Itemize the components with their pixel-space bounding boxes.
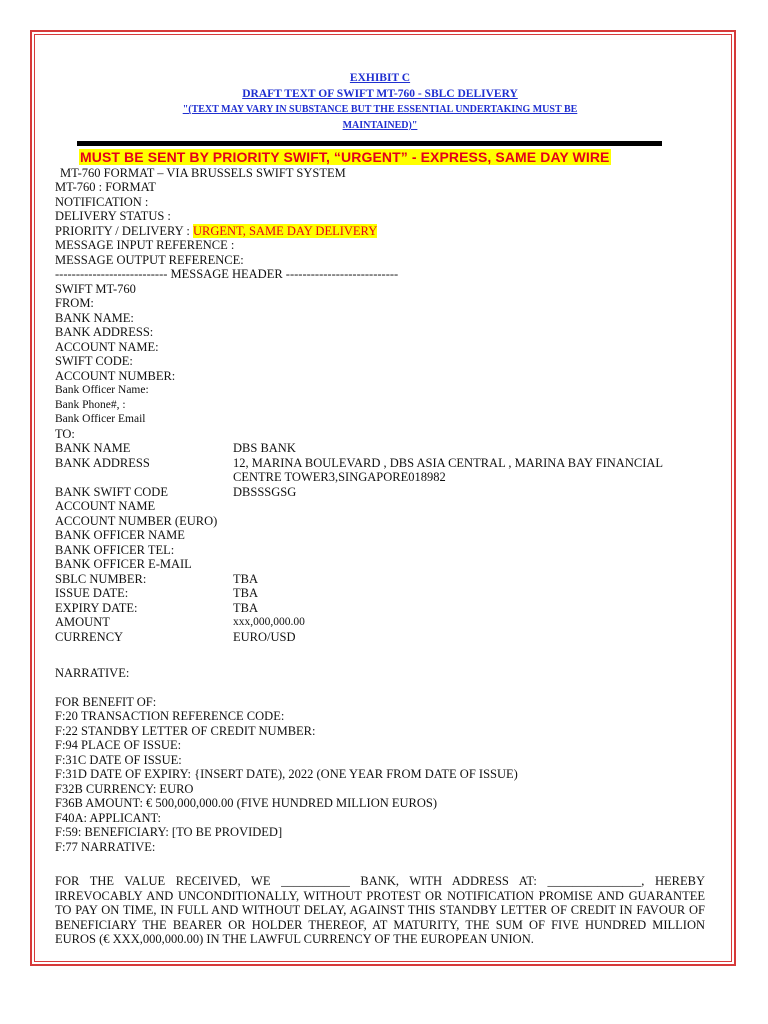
- field-key: BANK OFFICER TEL:: [55, 542, 175, 557]
- text-line: Bank Officer Name:: [55, 384, 149, 396]
- field-value: TBA: [233, 586, 258, 600]
- swift-fields: [55, 695, 705, 855]
- field-key: BANK ADDRESS: [55, 455, 150, 470]
- text-line: SWIFT CODE:: [55, 354, 133, 368]
- undertaking-paragraph: FOR THE VALUE RECEIVED, WE ___________ BANK, WITH ADDRESS AT: _______________, HEREBY IRREVOCABLY AND UNCONDITIONALLY, WITHOUT PROTEST OR NOTIFICATION PROMISE AND GUARANTEE TO PAY ON TIME, IN FULL AND WITHOUT DELAY, AGAINST THIS STANDBY LETTER OF CREDIT IN FAVOUR OF BENEFICIARY THE BEARER OR HOLDER THEREOF, AT MATURITY, THE SUM OF FIVE HUNDRED MILLION EUROS (€ XXX,000,000.00) IN THE LAWFUL CURRENCY OF THE EUROPEAN UNION.: [55, 874, 705, 946]
- to-fields: [55, 441, 705, 644]
- field-key: BANK OFFICER NAME: [55, 528, 185, 542]
- text-line: NOTIFICATION :: [55, 194, 149, 209]
- field-row: [55, 543, 705, 558]
- swift-field: F40A: APPLICANT:: [55, 810, 161, 825]
- field-row: [55, 485, 705, 500]
- field-row: [55, 586, 705, 601]
- field-value: TBA: [233, 571, 258, 586]
- message-header: --------------------------- MESSAGE HEADER ---------------------------: [55, 267, 399, 281]
- swift-field: F:59: BENEFICIARY: [TO BE PROVIDED]: [55, 825, 283, 839]
- header-block: [55, 70, 705, 133]
- text-line: MESSAGE OUTPUT REFERENCE:: [55, 252, 244, 267]
- text-line: SWIFT MT-760: [55, 281, 136, 296]
- field-row: [55, 615, 705, 630]
- subtitle-line-2: MAINTAINED)": [342, 120, 418, 131]
- field-row: [55, 456, 705, 485]
- field-row: [55, 528, 705, 543]
- document-body: [55, 70, 705, 947]
- field-value: [233, 543, 705, 558]
- swift-field: F32B CURRENCY: EURO: [55, 781, 194, 796]
- divider-rule: [77, 141, 662, 146]
- text-line: ACCOUNT NAME:: [55, 339, 159, 354]
- priority-label: PRIORITY / DELIVERY :: [55, 223, 193, 238]
- text-line: ACCOUNT NUMBER:: [55, 368, 176, 383]
- field-row: [55, 441, 705, 456]
- field-key: AMOUNT: [55, 615, 110, 629]
- field-value: xxx,000,000.00: [233, 616, 305, 628]
- text-line: FROM:: [55, 296, 94, 310]
- field-row: [55, 514, 705, 529]
- field-value: [233, 557, 705, 572]
- swift-field: F:20 TRANSACTION REFERENCE CODE:: [55, 709, 285, 723]
- exhibit-title: EXHIBIT C: [349, 72, 411, 84]
- urgent-banner: MUST BE SENT BY PRIORITY SWIFT, “URGENT” - EXPRESS, SAME DAY WIRE: [80, 149, 610, 165]
- text-line: MT-760 : FORMAT: [55, 180, 156, 194]
- text-line: MT-760 FORMAT – VIA BRUSSELS SWIFT SYSTEM: [60, 165, 346, 180]
- top-lines: [55, 166, 705, 442]
- swift-field: F36B AMOUNT: € 500,000,000.00 (FIVE HUNDRED MILLION EUROS): [55, 796, 438, 810]
- subtitle-line-1: "(TEXT MAY VARY IN SUBSTANCE BUT THE ESSENTIAL UNDERTAKING MUST BE: [182, 104, 578, 115]
- field-key: BANK NAME: [55, 441, 131, 455]
- field-key: ISSUE DATE:: [55, 586, 129, 600]
- text-line: TO:: [55, 426, 75, 441]
- text-line: Bank Officer Email: [55, 413, 146, 425]
- field-value: [233, 514, 705, 529]
- field-value: DBSSSGSG: [233, 484, 297, 499]
- field-row: [55, 630, 705, 645]
- text-line: DELIVERY STATUS :: [55, 209, 171, 223]
- field-key: BANK OFFICER E-MAIL: [55, 557, 192, 571]
- swift-field: F:22 STANDBY LETTER OF CREDIT NUMBER:: [55, 723, 316, 738]
- text-line: Bank Phone#, :: [55, 398, 126, 411]
- field-key: ACCOUNT NUMBER (EURO): [55, 513, 218, 528]
- priority-value: URGENT, SAME DAY DELIVERY: [192, 223, 378, 238]
- field-value: TBA: [233, 600, 258, 615]
- draft-title: DRAFT TEXT OF SWIFT MT-760 - SBLC DELIVERY: [242, 87, 518, 100]
- field-key: EXPIRY DATE:: [55, 600, 138, 615]
- field-row: [55, 572, 705, 587]
- swift-field: F:31D DATE OF EXPIRY: {INSERT DATE), 2022 (ONE YEAR FROM DATE OF ISSUE): [55, 767, 518, 781]
- swift-field: FOR BENEFIT OF:: [55, 694, 157, 709]
- field-value: DBS BANK: [233, 441, 296, 455]
- field-key: CURRENCY: [55, 629, 124, 644]
- swift-field: F:77 NARRATIVE:: [55, 839, 156, 854]
- text-line: BANK NAME:: [55, 310, 134, 325]
- field-row: [55, 557, 705, 572]
- field-key: SBLC NUMBER:: [55, 571, 147, 586]
- swift-field: F:94 PLACE OF ISSUE:: [55, 738, 182, 752]
- text-line: MESSAGE INPUT REFERENCE :: [55, 238, 235, 252]
- field-value: [233, 528, 705, 543]
- text-line: BANK ADDRESS:: [55, 325, 154, 339]
- field-key: ACCOUNT NAME: [55, 499, 156, 513]
- field-value: EURO/USD: [233, 629, 296, 644]
- swift-field: F:31C DATE OF ISSUE:: [55, 752, 182, 767]
- field-key: BANK SWIFT CODE: [55, 484, 168, 499]
- field-value: 12, MARINA BOULEVARD , DBS ASIA CENTRAL , MARINA BAY FINANCIAL CENTRE TOWER3,SINGAPORE018982: [233, 455, 663, 484]
- field-row: [55, 601, 705, 616]
- field-row: [55, 499, 705, 514]
- narrative-label: NARRATIVE:: [55, 666, 130, 680]
- field-value: [233, 499, 705, 514]
- priority-line: [55, 224, 705, 239]
